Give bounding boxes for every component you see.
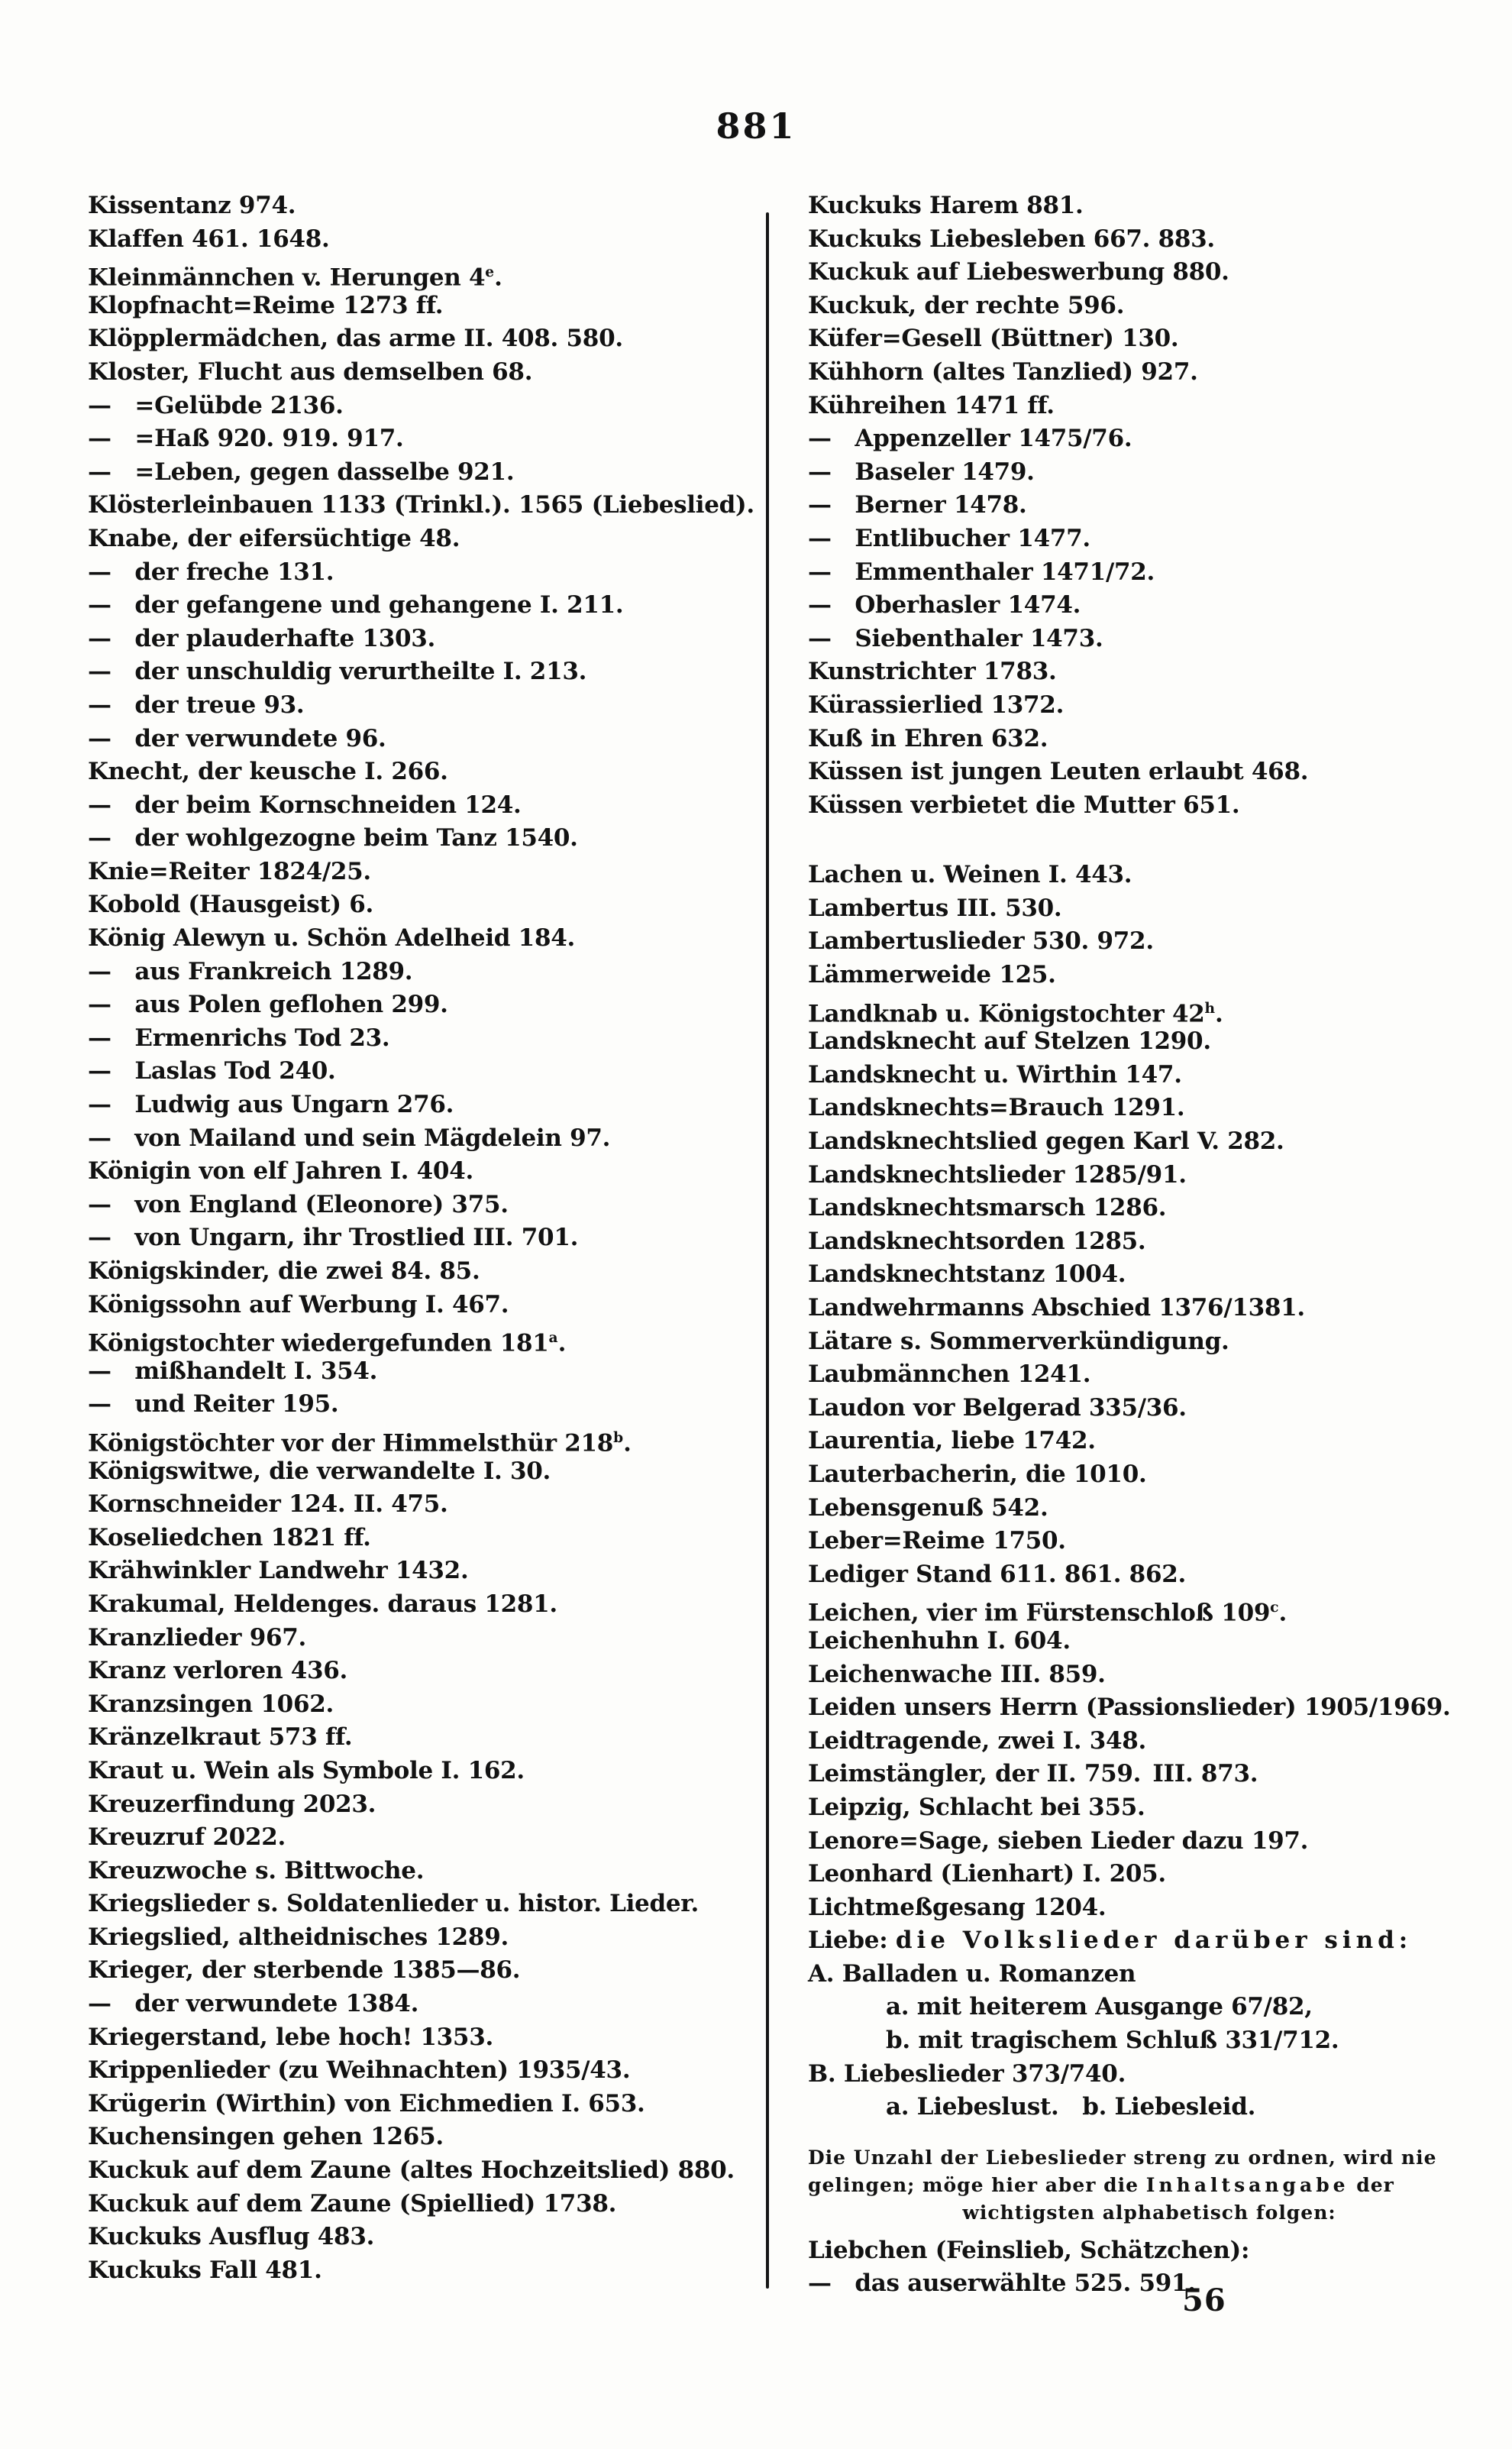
index-entry: Königswitwe, die verwandelte I. 30. <box>88 1457 551 1485</box>
index-entry: Leber=Reime 1750. <box>808 1527 1066 1555</box>
index-entry: Kriegslied, altheidnisches 1289. <box>88 1923 509 1951</box>
index-entry: Küssen ist jungen Leuten erlaubt 468. <box>808 758 1309 786</box>
index-entry: Kobold (Hausgeist) 6. <box>88 891 374 919</box>
index-entry: Leidtragende, zwei I. 348. <box>808 1726 1147 1755</box>
index-entry: Kuckuks Fall 481. <box>88 2256 322 2284</box>
index-entry: — von Mailand und sein Mägdelein 97. <box>88 1124 611 1152</box>
index-entry: Landsknechtsmarsch 1286. <box>808 1194 1167 1222</box>
entry-text: Königstöchter vor der Himmelsthür 218 <box>88 1429 614 1457</box>
index-entry: — von Ungarn, ihr Trostlied III. 701. <box>88 1224 579 1252</box>
index-entry <box>808 1591 1491 1625</box>
index-entry: — der beim Kornschneiden 124. <box>88 791 522 819</box>
index-entry: Lätare s. Sommerverkündigung. <box>808 1327 1229 1355</box>
entry-text: . <box>1278 1599 1287 1627</box>
index-entry: Lambertuslieder 530. 972. <box>808 927 1154 956</box>
index-entry: Krügerin (Wirthin) von Eichmedien I. 653. <box>88 2089 645 2117</box>
index-entry: Knabe, der eifersüchtige 48. <box>88 524 460 552</box>
index-entry: Kranzlieder 967. <box>88 1623 307 1652</box>
index-entry: — der verwundete 96. <box>88 724 386 752</box>
index-entry: a. Liebeslust. b. Liebesleid. <box>886 2093 1256 2121</box>
index-entry: — der plauderhafte 1303. <box>88 624 435 652</box>
index-entry: Leiden unsers Herrn (Passionslieder) 1905/1969. <box>808 1694 1451 1722</box>
page-number: 881 <box>716 105 796 147</box>
entry-text: Leichen, vier im Fürstenschloß 109 <box>808 1599 1271 1627</box>
index-entry: — der wohlgezogne beim Tanz 1540. <box>88 824 578 852</box>
index-entry: Kriegslieder s. Soldatenlieder u. histor. Lieder. <box>88 1890 699 1918</box>
index-entry: Klöpplermädchen, das arme II. 408. 580. <box>88 325 623 353</box>
index-entry <box>88 256 764 290</box>
entry-text: . <box>557 1329 567 1357</box>
index-entry: Landsknechtstanz 1004. <box>808 1260 1126 1289</box>
index-entry: wichtigsten alphabetisch folgen: <box>962 2201 1336 2224</box>
index-entry: Kuckuks Liebesleben 667. 883. <box>808 225 1215 253</box>
index-entry: Knie=Reiter 1824/25. <box>88 857 371 885</box>
index-entry: Kornschneider 124. II. 475. <box>88 1490 448 1519</box>
index-entry: Kuckuk, der rechte 596. <box>808 291 1125 319</box>
index-entry <box>808 1924 1491 1958</box>
index-entry: Krähwinkler Landwehr 1432. <box>88 1557 469 1585</box>
index-entry: Krippenlieder (zu Weihnachten) 1935/43. <box>88 2056 631 2085</box>
index-entry: — =Haß 920. 919. 917. <box>88 425 404 453</box>
index-entry: A. Balladen u. Romanzen <box>808 1959 1136 1988</box>
index-entry: Kloster, Flucht aus demselben 68. <box>88 357 533 386</box>
superscript-reference: e <box>485 264 495 281</box>
index-entry <box>88 1322 764 1355</box>
index-entry: Lachen u. Weinen I. 443. <box>808 861 1132 889</box>
index-entry: Kissentanz 974. <box>88 192 296 219</box>
index-entry: — Laslas Tod 240. <box>88 1057 336 1085</box>
index-entry: Kuckuks Harem 881. <box>808 192 1084 219</box>
letterspaced-text: die Volkslieder darüber sind: <box>895 1927 1413 1955</box>
index-entry: Laubmännchen 1241. <box>808 1360 1091 1389</box>
index-entry: — =Leben, gegen dasselbe 921. <box>88 458 515 486</box>
index-entry: — Oberhasler 1474. <box>808 591 1081 620</box>
index-entry: a. mit heiterem Ausgange 67/82, <box>886 1993 1313 2021</box>
index-entry: Lauterbacherin, die 1010. <box>808 1460 1147 1488</box>
index-entry: Knecht, der keusche I. 266. <box>88 758 448 786</box>
index-entry: Liebchen (Feinslieb, Schätzchen): <box>808 2236 1250 2264</box>
index-entry: Kuckuk auf dem Zaune (altes Hochzeitslied) 880. <box>88 2156 735 2185</box>
letterspaced-text: Inhaltsangabe <box>1145 2173 1349 2196</box>
index-entry: Landsknecht u. Wirthin 147. <box>808 1060 1182 1089</box>
index-entry: Kürassierlied 1372. <box>808 691 1065 719</box>
index-entry: Krieger, der sterbende 1385—86. <box>88 1956 521 1985</box>
index-entry: Leimstängler, der II. 759. III. 873. <box>808 1760 1258 1788</box>
index-entry: König Alewyn u. Schön Adelheid 184. <box>88 924 575 953</box>
section-gap <box>808 822 1491 859</box>
index-entry: Landwehrmanns Abschied 1376/1381. <box>808 1294 1305 1322</box>
index-entry: Königskinder, die zwei 84. 85. <box>88 1257 480 1285</box>
entry-text: . <box>623 1429 632 1457</box>
index-entry: Lambertus III. 530. <box>808 894 1062 922</box>
index-entry: Lämmerweide 125. <box>808 961 1056 989</box>
index-entry: Kuchensingen gehen 1265. <box>88 2123 444 2151</box>
superscript-reference: b <box>613 1429 624 1446</box>
index-entry: Krakumal, Heldenges. daraus 1281. <box>88 1590 557 1618</box>
index-entry: Klaffen 461. 1648. <box>88 225 330 253</box>
signature-number: 56 <box>1182 2282 1226 2318</box>
index-entry: Leonhard (Lienhart) I. 205. <box>808 1860 1166 1888</box>
index-entry: Koseliedchen 1821 ff. <box>88 1523 371 1551</box>
index-entry: — Berner 1478. <box>808 491 1027 519</box>
index-entry: — Entlibucher 1477. <box>808 524 1090 552</box>
index-entry: Kranz verloren 436. <box>88 1657 348 1685</box>
index-entry: — von England (Eleonore) 375. <box>88 1190 509 1218</box>
entry-text: gelingen; möge hier aber die <box>808 2173 1146 2196</box>
index-entry: Lenore=Sage, sieben Lieder dazu 197. <box>808 1826 1309 1855</box>
index-entry: — Baseler 1479. <box>808 458 1035 486</box>
index-entry <box>808 2172 1491 2199</box>
entry-text: Liebe: <box>808 1927 896 1955</box>
index-entry: — =Gelübde 2136. <box>88 391 344 419</box>
index-entry: — aus Frankreich 1289. <box>88 957 413 985</box>
entry-text: Landknab u. Königstochter 42 <box>808 999 1205 1027</box>
index-entry: — und Reiter 195. <box>88 1390 339 1419</box>
index-entry: — der treue 93. <box>88 691 305 719</box>
index-entry: Kriegerstand, lebe hoch! 1353. <box>88 2023 493 2051</box>
index-entry: Königin von elf Jahren I. 404. <box>88 1157 473 1186</box>
entry-text: Königstochter wiedergefunden 181 <box>88 1329 549 1357</box>
index-entry: Kreuzwoche s. Bittwoche. <box>88 1856 425 1884</box>
index-entry: Lediger Stand 611. 861. 862. <box>808 1560 1186 1588</box>
index-entry: Küfer=Gesell (Büttner) 130. <box>808 325 1179 353</box>
superscript-reference: c <box>1270 1600 1279 1616</box>
index-entry: — der gefangene und gehangene I. 211. <box>88 591 624 620</box>
index-column-left <box>88 189 764 2287</box>
index-entry: — Emmenthaler 1471/72. <box>808 558 1155 586</box>
index-entry: Kuß in Ehren 632. <box>808 724 1048 752</box>
index-entry: — Ludwig aus Ungarn 276. <box>88 1091 454 1119</box>
index-entry <box>88 1422 764 1455</box>
entry-text: der <box>1349 2173 1394 2196</box>
index-column-right <box>808 189 1491 2301</box>
index-entry: Landsknecht auf Stelzen 1290. <box>808 1027 1211 1056</box>
index-entry: Kuckuk auf Liebeswerbung 880. <box>808 258 1229 286</box>
index-entry: Leipzig, Schlacht bei 355. <box>808 1793 1145 1821</box>
index-entry: Laudon vor Belgerad 335/36. <box>808 1393 1187 1422</box>
index-entry: — Ermenrichs Tod 23. <box>88 1024 390 1052</box>
index-entry: Lichtmeßgesang 1204. <box>808 1893 1107 1921</box>
index-entry: Leichenwache III. 859. <box>808 1660 1106 1688</box>
index-entry: — der verwundete 1384. <box>88 1990 419 2018</box>
entry-text: . <box>494 264 502 292</box>
column-divider-rule <box>766 212 769 2289</box>
index-entry: Klösterleinbauen 1133 (Trinkl.). 1565 (Liebeslied). <box>88 491 754 519</box>
index-entry: Leichenhuhn I. 604. <box>808 1626 1071 1655</box>
index-entry: — Appenzeller 1475/76. <box>808 425 1132 453</box>
index-entry: Kühreihen 1471 ff. <box>808 391 1055 419</box>
index-entry: Landsknechtsorden 1285. <box>808 1227 1146 1255</box>
index-entry: — das auserwählte 525. 591. <box>808 2269 1196 2298</box>
index-entry: b. mit tragischem Schluß 331/712. <box>886 2027 1339 2055</box>
index-entry: — Siebenthaler 1473. <box>808 624 1103 652</box>
index-entry: Kuckuk auf dem Zaune (Spiellied) 1738. <box>88 2189 617 2218</box>
index-entry: Lebensgenuß 542. <box>808 1493 1048 1522</box>
index-entry: Kränzelkraut 573 ff. <box>88 1723 353 1752</box>
index-entry: Königssohn auf Werbung I. 467. <box>88 1290 509 1318</box>
index-entry: Klopfnacht=Reime 1273 ff. <box>88 291 444 319</box>
entry-text: . <box>1215 999 1223 1027</box>
index-entry: Kranzsingen 1062. <box>88 1690 334 1718</box>
index-entry <box>808 992 1491 1026</box>
index-entry: — aus Polen geflohen 299. <box>88 991 448 1019</box>
index-entry: Kuckuks Ausflug 483. <box>88 2223 375 2251</box>
index-entry: Kühhorn (altes Tanzlied) 927. <box>808 357 1198 386</box>
index-entry: Kunstrichter 1783. <box>808 658 1057 686</box>
index-entry: Laurentia, liebe 1742. <box>808 1427 1096 1455</box>
index-entry: Die Unzahl der Liebeslieder streng zu ordnen, wird nie <box>808 2146 1437 2169</box>
index-entry: — der freche 131. <box>88 558 334 586</box>
index-entry: Küssen verbietet die Mutter 651. <box>808 791 1240 819</box>
index-entry: — der unschuldig verurtheilte I. 213. <box>88 658 587 686</box>
index-entry: Kreuzruf 2022. <box>88 1823 286 1852</box>
entry-text: Kleinmännchen v. Herungen 4 <box>88 264 486 292</box>
index-entry: Landsknechtslied gegen Karl V. 282. <box>808 1127 1284 1156</box>
index-entry: B. Liebeslieder 373/740. <box>808 2059 1126 2088</box>
superscript-reference: h <box>1204 1000 1216 1017</box>
index-entry: Landsknechts=Brauch 1291. <box>808 1094 1185 1122</box>
index-entry: — mißhandelt I. 354. <box>88 1357 378 1385</box>
index-entry: Landsknechtslieder 1285/91. <box>808 1160 1187 1189</box>
superscript-reference: a <box>548 1330 558 1347</box>
index-entry: Kreuzerfindung 2023. <box>88 1790 376 1818</box>
index-entry: Kraut u. Wein als Symbole I. 162. <box>88 1756 525 1784</box>
